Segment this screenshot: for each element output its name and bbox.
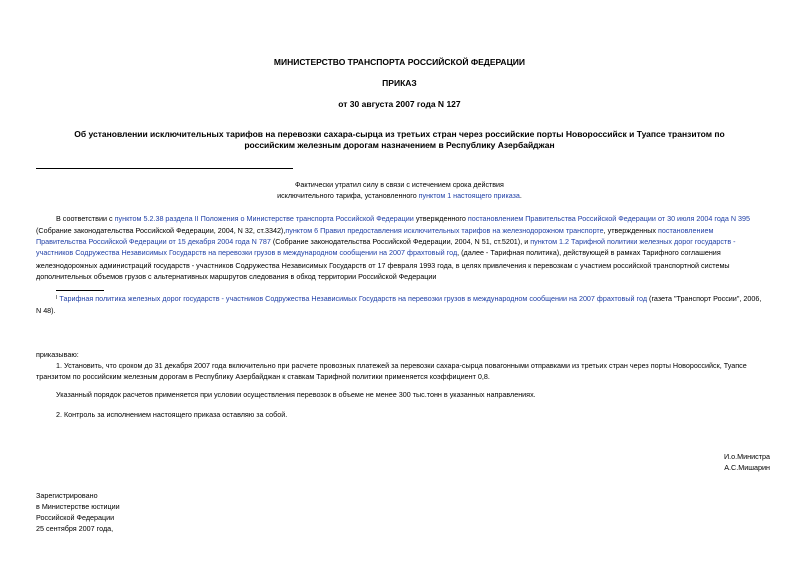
point-1-condition: Указанный порядок расчетов применяется при условии осуществления перевозок в объеме не менее 300 тыс.тонн в указанных направлениях. [56,390,536,399]
point-1-line-1: 1. Установить, что сроком до 31 декабря 2007 года включительно при расчете провозных платежей за перевозки сахара-сырца повагонными отправками из третьих стран через порты Новороссийск, Туапсе [56,361,747,370]
government-decree-395-link[interactable]: постановлением Правительства Российской Федерации от 30 июля 2004 года N 395 [467,214,751,223]
point-2: 2. Контроль за исполнением настоящего приказа оставляю за собой. [56,410,288,419]
preamble-line-4 [36,247,721,258]
tariff-policy-link[interactable]: участников Содружества Независимых Государств на перевозки грузов в международном сообщении на 2007 фрахтовый год [36,248,458,257]
preamble-line-6: дополнительных объемов грузов с альтернативных маршрутов следования в обход территории Российской Федерации [36,272,437,281]
status-note-line-1: Фактически утратил силу в связи с истечением срока действия [295,180,504,189]
government-decree-787-link[interactable]: Правительства Российской Федерации от 15 декабря 2004 года N 787 [36,237,271,246]
preamble-line-2 [36,225,713,236]
document-title-line-1: Об установлении исключительных тарифов на перевозки сахара-сырца из третьих стран через российские порты Новороссийск и Туапсе транзитом по [74,129,725,139]
footnote-text: (газета "Транспорт России", 2006, [647,294,762,303]
registration-line-1: Зарегистрировано [36,491,98,500]
preamble-line-5: железнодорожных администраций государств - участников Содружества Независимых Государств от 17 февраля 1993 года, в целях привлечения к перевозкам с участием российской транспортной системы [36,261,730,270]
registration-line-3: Российской Федерации [36,513,115,522]
government-decree-link[interactable]: постановлением [657,226,714,235]
footnote-line-2: N 48). [36,306,56,315]
footnote-separator [56,290,104,291]
ministry-heading: МИНИСТЕРСТВО ТРАНСПОРТА РОССИЙСКОЙ ФЕДЕРАЦИИ [273,57,526,67]
registration-line-2: в Министерстве юстиции [36,502,120,511]
document-title-line-2: российским железным дорогам назначением в Республику Азербайджан [244,140,555,150]
footnote-marker: I [56,295,58,301]
tariff-policy-point-link[interactable]: пунктом 1.2 Тарифной политики железных дорог государств - [530,237,736,246]
preamble-line-1 [56,213,750,224]
signatory-name: А.С.Мишарин [724,463,770,472]
status-note-suffix: . [519,191,522,200]
rules-point-6-link[interactable]: пунктом 6 Правил предоставления исключительных тарифов на железнодорожном транспорте [285,226,604,235]
footnote-tariff-policy-link[interactable]: Тарифная политика железных дорог государств - участников Содружества Независимых Государств на перевозки грузов в международном сообщении на 2007 фрахтовый год [59,294,648,303]
preamble-text: (Собрание законодательства Российской Федерации, 2004, N 32, ст.3342), [36,226,286,235]
status-note-text: исключительного тарифа, установленного [277,191,419,200]
status-note-line-2 [0,190,799,201]
status-note-link[interactable]: пунктом 1 настоящего приказа [418,191,520,200]
preamble-text: , утвержденных [603,226,658,235]
regulation-link[interactable]: пунктом 5.2.38 раздела II Положения о Министерстве транспорта Российской Федерации [114,214,414,223]
separator-line [36,168,293,169]
signatory-position: И.о.Министра [723,452,770,461]
registration-line-4: 25 сентября 2007 года, [36,524,114,533]
document-type: ПРИКАЗ [382,78,417,88]
point-1-line-2: транзитом по российским железным дорогам в Республику Азербайджан к ставкам Тарифной политики применяется коэффициент 0,8. [36,372,490,381]
preamble-line-3 [36,236,736,247]
preamble-text: (Собрание законодательства Российской Федерации, 2004, N 51, ст.5201), и [270,237,531,246]
order-word: приказываю: [36,350,79,359]
footnote-line-1 [56,293,761,304]
preamble-text: , (далее - Тарифная политика), действующей в рамках Тарифного соглашения [457,248,721,257]
preamble-text: В соответствии с [56,214,115,223]
preamble-text: утвержденного [413,214,468,223]
document-date-number: от 30 августа 2007 года N 127 [338,99,461,109]
